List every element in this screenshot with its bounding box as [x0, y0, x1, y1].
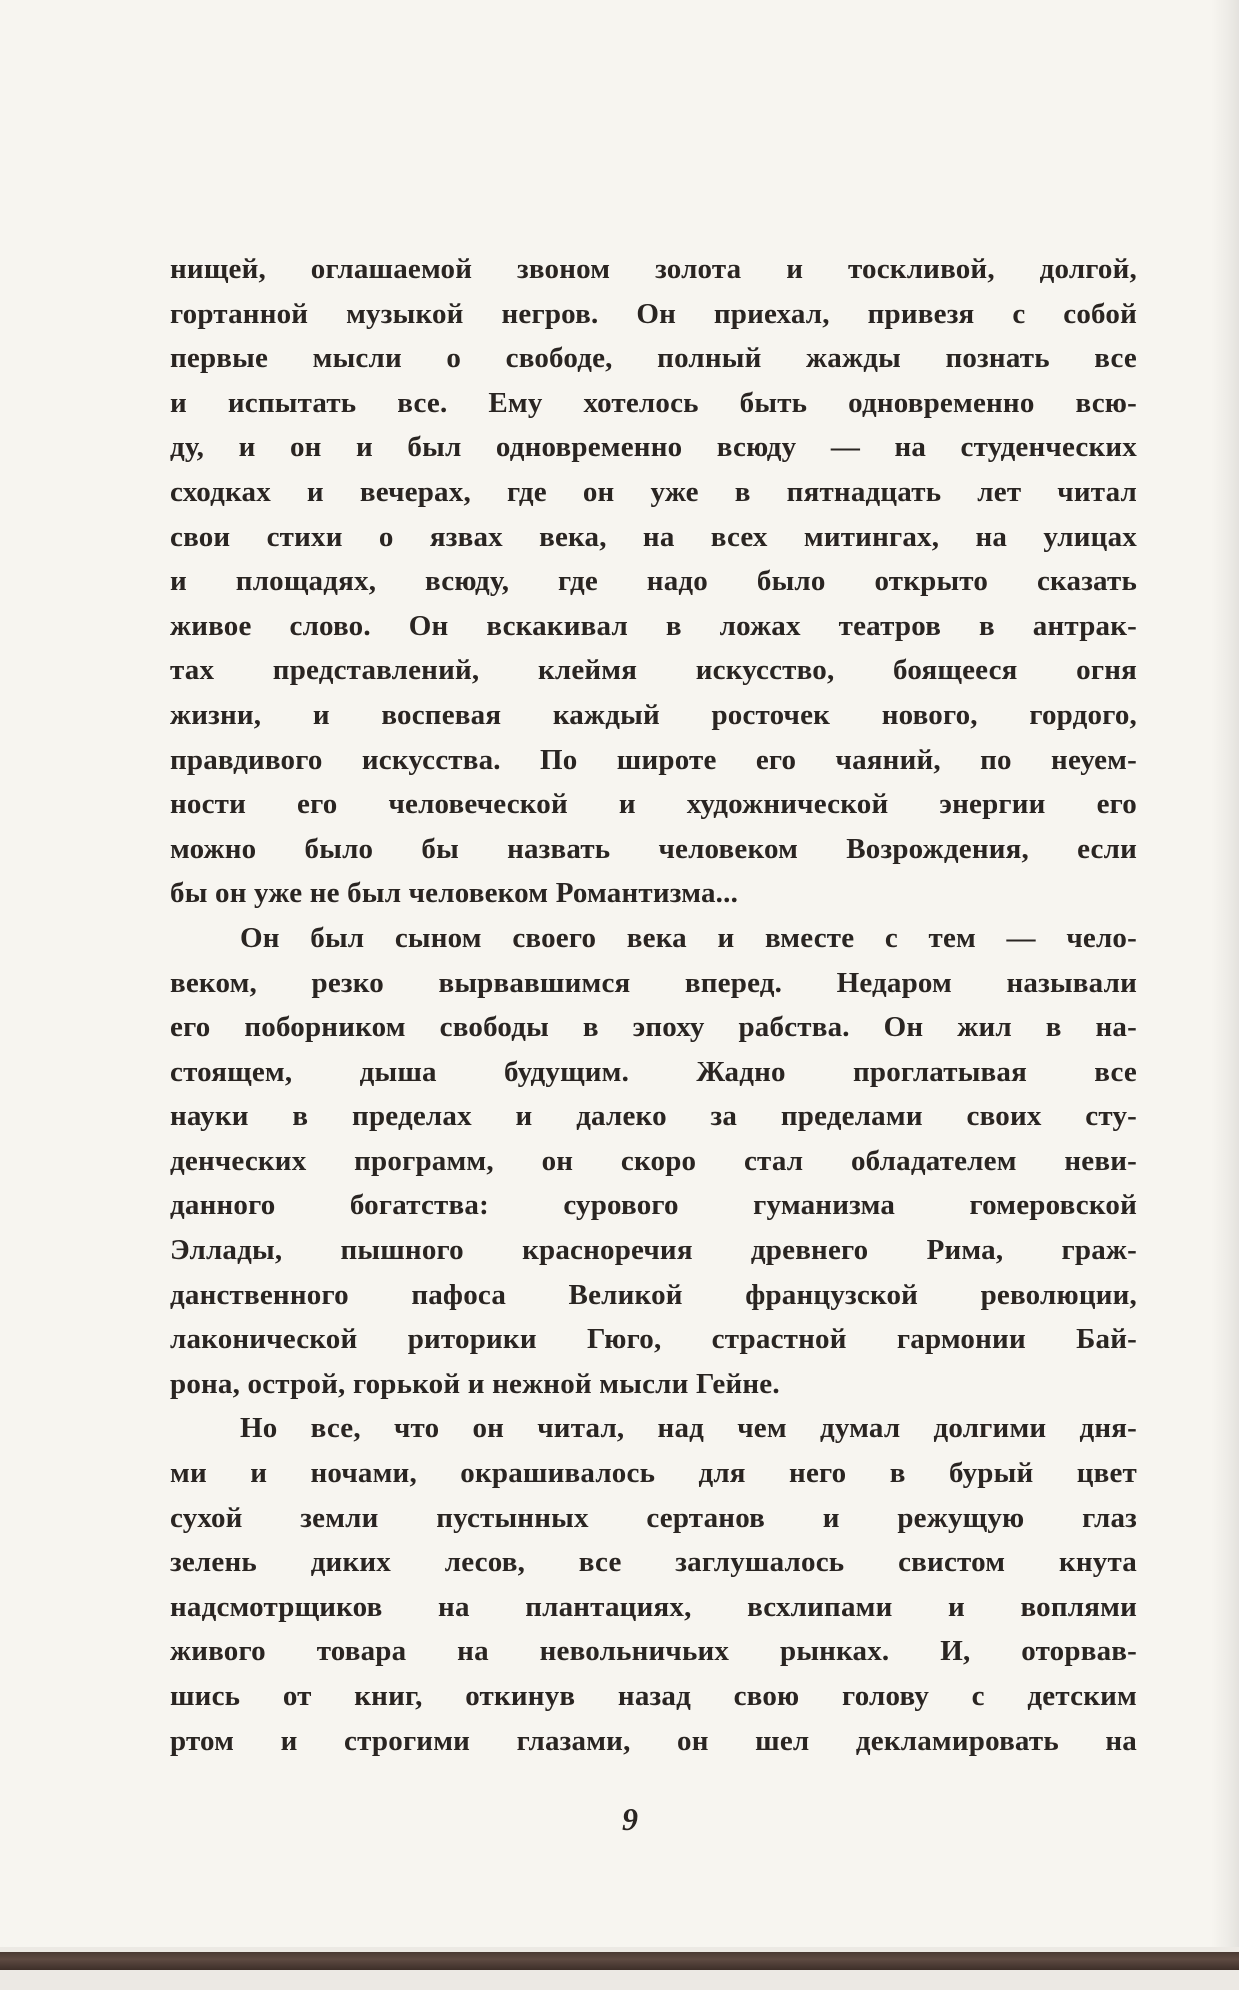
text-line: жизни, и воспевая каждый росточек нового, гордого, [170, 698, 1137, 731]
text-line: ду, и он и был одновременно всюду — на студенческих [170, 431, 1137, 464]
text-line: веком, резко вырвавшимся вперед. Недаром называли [170, 966, 1137, 999]
text-line: шись от книг, откинув назад свою голову с детским [170, 1680, 1137, 1712]
text-line: живого товара на невольничьих рынках. И, оторвав- [170, 1635, 1137, 1668]
text-line: сходках и вечерах, где он уже в пятнадцать лет читал [170, 475, 1137, 508]
text-line: ми и ночами, окрашивалось для него в бурый цвет [170, 1457, 1137, 1490]
text-line: надсмотрщиков на плантациях, всхлипами и воплями [170, 1590, 1137, 1623]
text-line: нищей, оглашаемой звоном золота и тоскливой, долгой, [170, 253, 1137, 285]
text-line: науки в пределах и далеко за пределами своих сту- [170, 1100, 1137, 1133]
text-line: и площадях, всюду, где надо было открыто сказать [170, 565, 1137, 598]
text-line: лаконической риторики Гюго, страстной гармонии Бай- [170, 1323, 1137, 1356]
text-line: и испытать все. Ему хотелось быть одновременно всю- [170, 386, 1137, 419]
book-cover-edge [0, 1952, 1239, 1970]
text-line: сухой земли пустынных сертанов и режущую глаз [170, 1501, 1137, 1534]
text-line: ности его человеческой и художнической энергии его [170, 788, 1137, 821]
text-line: живое слово. Он вскакивал в ложах театров в антрак- [170, 609, 1137, 642]
text-line: тах представлений, клеймя искусство, боящееся огня [170, 654, 1137, 687]
text-line: Он был сыном своего века и вместе с тем — чело- [240, 921, 1137, 954]
text-line: свои стихи о язвах века, на всех митингах, на улицах [170, 520, 1137, 553]
text-line: можно было бы назвать человеком Возрождения, если [170, 832, 1137, 865]
text-line: правдивого искусства. По широте его чаяний, по неуем- [170, 743, 1137, 776]
text-line: первые мысли о свободе, полный жажды познать все [170, 342, 1137, 375]
text-line: бы он уже не был человеком Романтизма... [170, 877, 739, 910]
text-line: денческих программ, он скоро стал обладателем неви- [170, 1144, 1137, 1177]
text-line: ртом и строгими глазами, он шел декламировать на [170, 1724, 1137, 1757]
text-line: рона, острой, горькой и нежной мысли Гейне. [170, 1367, 780, 1400]
page-number: 9 [622, 1801, 638, 1837]
text-line: Эллады, пышного красноречия древнего Рима, граж- [170, 1234, 1137, 1267]
text-line: Но все, что он читал, над чем думал долгими дня- [240, 1412, 1137, 1445]
text-line: данного богатства: сурового гуманизма гомеровской [170, 1189, 1137, 1222]
text-line: его поборником свободы в эпоху рабства. Он жил в на- [170, 1011, 1137, 1044]
body-text [170, 247, 1137, 1763]
text-line: стоящем, дыша будущим. Жадно проглатывая все [170, 1055, 1137, 1088]
text-line: гортанной музыкой негров. Он приехал, привезя с собой [170, 297, 1137, 330]
page-edge-shadow [1211, 0, 1239, 1990]
text-line: зелень диких лесов, все заглушалось свистом кнута [170, 1546, 1137, 1579]
text-line: данственного пафоса Великой французской революции, [170, 1278, 1137, 1311]
